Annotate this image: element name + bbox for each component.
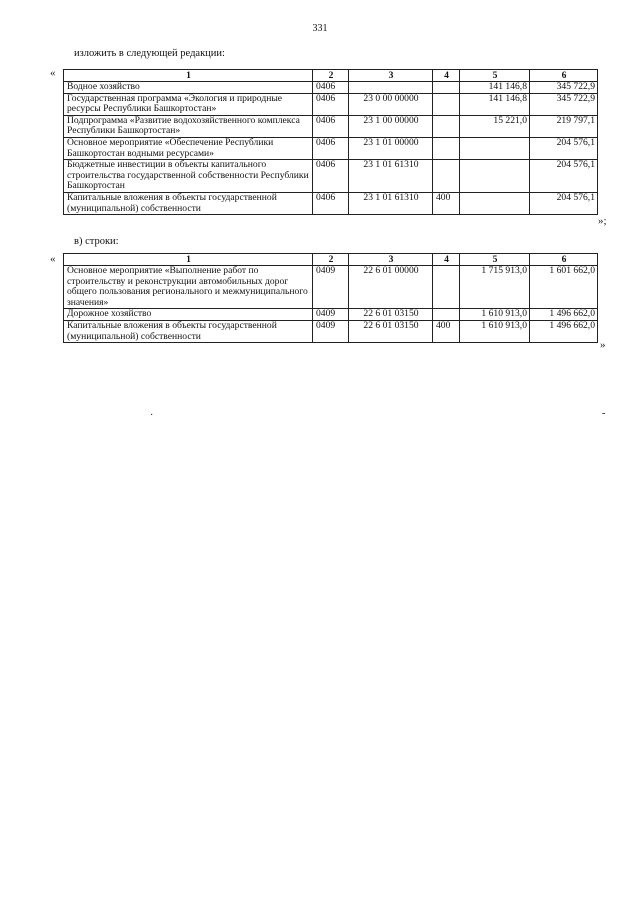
row-expense-type [433, 82, 460, 94]
row-section: 0409 [313, 309, 349, 321]
row-name: Основное мероприятие «Выполнение работ по строительству и реконструкции автомобильных дорог общего пользования регионального и межмуниципального значения» [64, 266, 313, 309]
opening-quote-1: « [50, 67, 56, 79]
header-col-1: 1 [64, 254, 313, 266]
header-col-2: 2 [313, 70, 349, 82]
row-value-5 [460, 192, 530, 214]
budget-table-2 [63, 253, 598, 343]
closing-quote-2: » [600, 339, 606, 351]
header-col-4: 4 [433, 70, 460, 82]
row-section: 0406 [313, 160, 349, 193]
row-section: 0406 [313, 192, 349, 214]
header-col-5: 5 [460, 254, 530, 266]
row-value-5: 1 715 913,0 [460, 266, 530, 309]
row-value-5 [460, 137, 530, 159]
row-value-5: 141 146,8 [460, 82, 530, 94]
table-row [64, 137, 598, 159]
table-row [64, 160, 598, 193]
row-expense-type [433, 160, 460, 193]
budget-table-1 [63, 69, 598, 215]
row-code: 22 6 01 00000 [349, 266, 433, 309]
row-code: 22 6 01 03150 [349, 320, 433, 342]
row-code [349, 82, 433, 94]
row-value-6: 345 722,9 [530, 82, 598, 94]
row-name: Водное хозяйство [64, 82, 313, 94]
table-row [64, 320, 598, 342]
row-value-6: 204 576,1 [530, 137, 598, 159]
header-col-6: 6 [530, 70, 598, 82]
row-value-6: 204 576,1 [530, 192, 598, 214]
table-row [64, 309, 598, 321]
header-col-3: 3 [349, 70, 433, 82]
page-number: 331 [312, 23, 328, 34]
row-section: 0406 [313, 137, 349, 159]
stray-mark: - [602, 408, 606, 419]
row-name: Капитальные вложения в объекты государственной (муниципальной) собственности [64, 320, 313, 342]
row-expense-type [433, 115, 460, 137]
row-code: 22 6 01 03150 [349, 309, 433, 321]
row-expense-type: 400 [433, 320, 460, 342]
header-col-6: 6 [530, 254, 598, 266]
row-expense-type [433, 93, 460, 115]
row-code: 23 0 00 00000 [349, 93, 433, 115]
table-row [64, 266, 598, 309]
row-expense-type: 400 [433, 192, 460, 214]
row-name: Бюджетные инвестиции в объекты капитального строительства государственной собственности Республики Башкортостан [64, 160, 313, 193]
table-row [64, 93, 598, 115]
row-name: Подпрограмма «Развитие водохозяйственного комплекса Республики Башкортостан» [64, 115, 313, 137]
row-code: 23 1 01 00000 [349, 137, 433, 159]
row-section: 0409 [313, 320, 349, 342]
row-name: Государственная программа «Экология и природные ресурсы Республики Башкортостан» [64, 93, 313, 115]
intro-text-1: изложить в следующей редакции: [74, 48, 225, 59]
row-expense-type [433, 309, 460, 321]
table-header-row [64, 70, 598, 82]
row-section: 0406 [313, 82, 349, 94]
table-row [64, 82, 598, 94]
row-value-6: 204 576,1 [530, 160, 598, 193]
row-value-6: 219 797,1 [530, 115, 598, 137]
row-expense-type [433, 266, 460, 309]
header-col-1: 1 [64, 70, 313, 82]
row-value-6: 1 496 662,0 [530, 309, 598, 321]
row-expense-type [433, 137, 460, 159]
row-value-5: 141 146,8 [460, 93, 530, 115]
table-row [64, 192, 598, 214]
row-value-5: 1 610 913,0 [460, 320, 530, 342]
row-value-6: 1 601 662,0 [530, 266, 598, 309]
header-col-4: 4 [433, 254, 460, 266]
row-code: 23 1 01 61310 [349, 192, 433, 214]
table-header-row [64, 254, 598, 266]
row-value-6: 345 722,9 [530, 93, 598, 115]
opening-quote-2: « [50, 253, 56, 265]
row-section: 0406 [313, 115, 349, 137]
row-name: Дорожное хозяйство [64, 309, 313, 321]
row-name: Капитальные вложения в объекты государственной (муниципальной) собственности [64, 192, 313, 214]
intro-text-2: в) строки: [74, 236, 119, 247]
row-code: 23 1 00 00000 [349, 115, 433, 137]
row-value-6: 1 496 662,0 [530, 320, 598, 342]
row-section: 0409 [313, 266, 349, 309]
header-col-3: 3 [349, 254, 433, 266]
row-name: Основное мероприятие «Обеспечение Республики Башкортостан водными ресурсами» [64, 137, 313, 159]
row-value-5: 1 610 913,0 [460, 309, 530, 321]
header-col-5: 5 [460, 70, 530, 82]
closing-quote-1: »; [598, 215, 607, 227]
table-row [64, 115, 598, 137]
row-code: 23 1 01 61310 [349, 160, 433, 193]
row-section: 0406 [313, 93, 349, 115]
header-col-2: 2 [313, 254, 349, 266]
row-value-5: 15 221,0 [460, 115, 530, 137]
stray-mark: · [150, 410, 154, 421]
row-value-5 [460, 160, 530, 193]
